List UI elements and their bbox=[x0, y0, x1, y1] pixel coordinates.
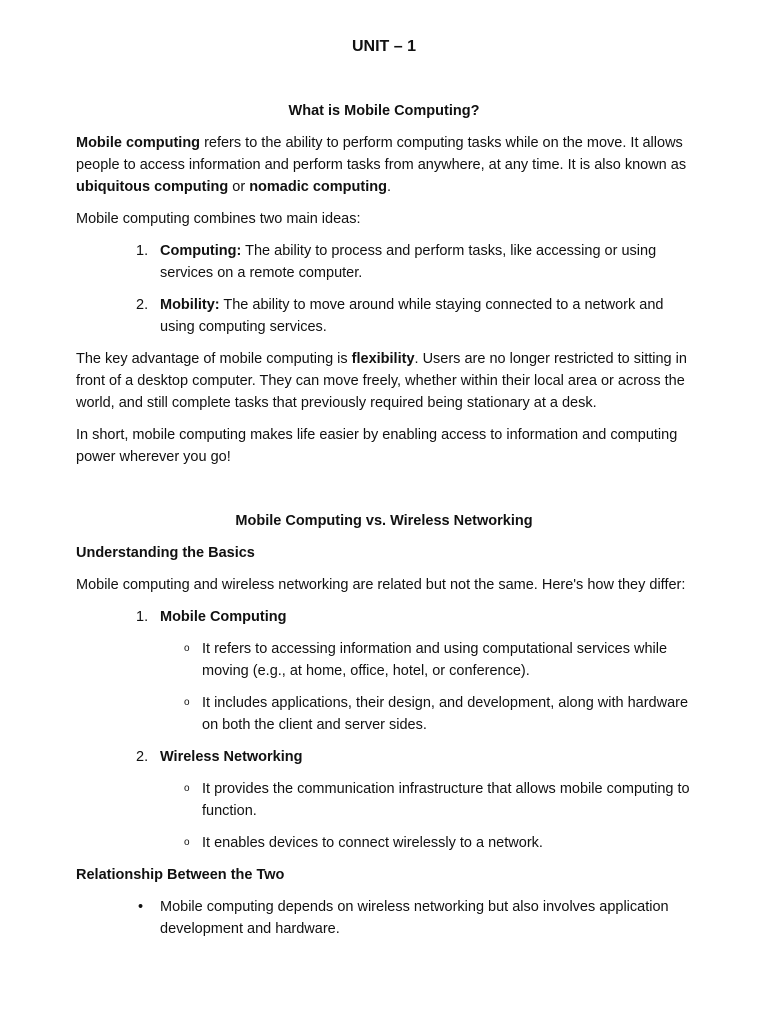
list-number: 1. bbox=[136, 243, 149, 259]
text-run: . bbox=[386, 179, 391, 195]
two-ideas-paragraph: Mobile computing combines two main ideas: bbox=[76, 211, 361, 227]
unit-title: UNIT – 1 bbox=[351, 38, 416, 55]
text-run: . Users are no longer restricted to sitting in front of a desktop computer. They can move freely, whether within their local area or across the world, and still complete tasks that previously required being stationary at a desk. bbox=[76, 351, 687, 411]
subheading-relationship: Relationship Between the Two bbox=[76, 867, 285, 883]
sub-list-item bbox=[160, 778, 692, 822]
section-gap bbox=[76, 478, 692, 510]
bullet-text: Mobile computing depends on wireless networking but also involves application development and hardware. bbox=[160, 899, 669, 937]
bold-term: flexibility bbox=[351, 351, 415, 367]
text-run: or bbox=[228, 179, 250, 195]
section-title-vs-wireless: Mobile Computing vs. Wireless Networking bbox=[235, 513, 533, 529]
text-run: refers to the ability to perform computing tasks while on the move. It allows people to access information and perform tasks from anywhere, at any time. It is also known as bbox=[76, 135, 687, 173]
list-term: Mobile Computing bbox=[160, 609, 287, 625]
sub-item-text: It enables devices to connect wirelessly to a network. bbox=[202, 835, 543, 851]
sub-item-text: It refers to accessing information and using computational services while moving (e.g., at home, office, hotel, or conference). bbox=[202, 641, 668, 679]
sub-item-text: It provides the communication infrastructure that allows mobile computing to function. bbox=[202, 781, 690, 819]
sub-item-text: It includes applications, their design, and development, along with hardware on both the client and server sides. bbox=[202, 695, 689, 733]
bold-term: Mobile computing bbox=[76, 135, 201, 151]
subheading-basics: Understanding the Basics bbox=[76, 545, 255, 561]
circle-bullet-icon: o bbox=[184, 697, 190, 708]
list-number: 2. bbox=[136, 297, 149, 313]
sub-list bbox=[160, 778, 692, 854]
difference-paragraph: Mobile computing and wireless networking are related but not the same. Here's how they differ: bbox=[76, 577, 686, 593]
list-text: The ability to process and perform tasks, like accessing or using services on a remote computer. bbox=[160, 243, 657, 281]
sub-list bbox=[160, 638, 692, 736]
bold-term: ubiquitous computing bbox=[76, 179, 229, 195]
ideas-list bbox=[76, 240, 692, 338]
sub-list-item bbox=[160, 832, 692, 854]
bullet-icon: • bbox=[138, 899, 144, 915]
list-term: Wireless Networking bbox=[160, 749, 303, 765]
section-title-mobile-computing: What is Mobile Computing? bbox=[288, 103, 480, 119]
sub-list-item bbox=[160, 638, 692, 682]
list-term: Computing: bbox=[160, 243, 242, 259]
bullet-item bbox=[76, 896, 692, 940]
summary-paragraph: In short, mobile computing makes life easier by enabling access to information and computing power wherever you go! bbox=[76, 427, 678, 465]
list-text: The ability to move around while staying connected to a network and using computing services. bbox=[160, 297, 664, 335]
list-item bbox=[76, 606, 692, 736]
flexibility-paragraph bbox=[76, 348, 692, 414]
text-run: The key advantage of mobile computing is bbox=[76, 351, 352, 367]
circle-bullet-icon: o bbox=[184, 783, 190, 794]
list-item bbox=[76, 294, 692, 338]
intro-paragraph bbox=[76, 132, 692, 198]
circle-bullet-icon: o bbox=[184, 643, 190, 654]
list-number: 2. bbox=[136, 749, 149, 765]
relationship-list bbox=[76, 896, 692, 940]
bold-term: nomadic computing bbox=[249, 179, 387, 195]
sub-list-item bbox=[160, 692, 692, 736]
list-item bbox=[76, 240, 692, 284]
circle-bullet-icon: o bbox=[184, 837, 190, 848]
list-item bbox=[76, 746, 692, 854]
comparison-list bbox=[76, 606, 692, 854]
list-number: 1. bbox=[136, 609, 149, 625]
list-term: Mobility: bbox=[160, 297, 220, 313]
